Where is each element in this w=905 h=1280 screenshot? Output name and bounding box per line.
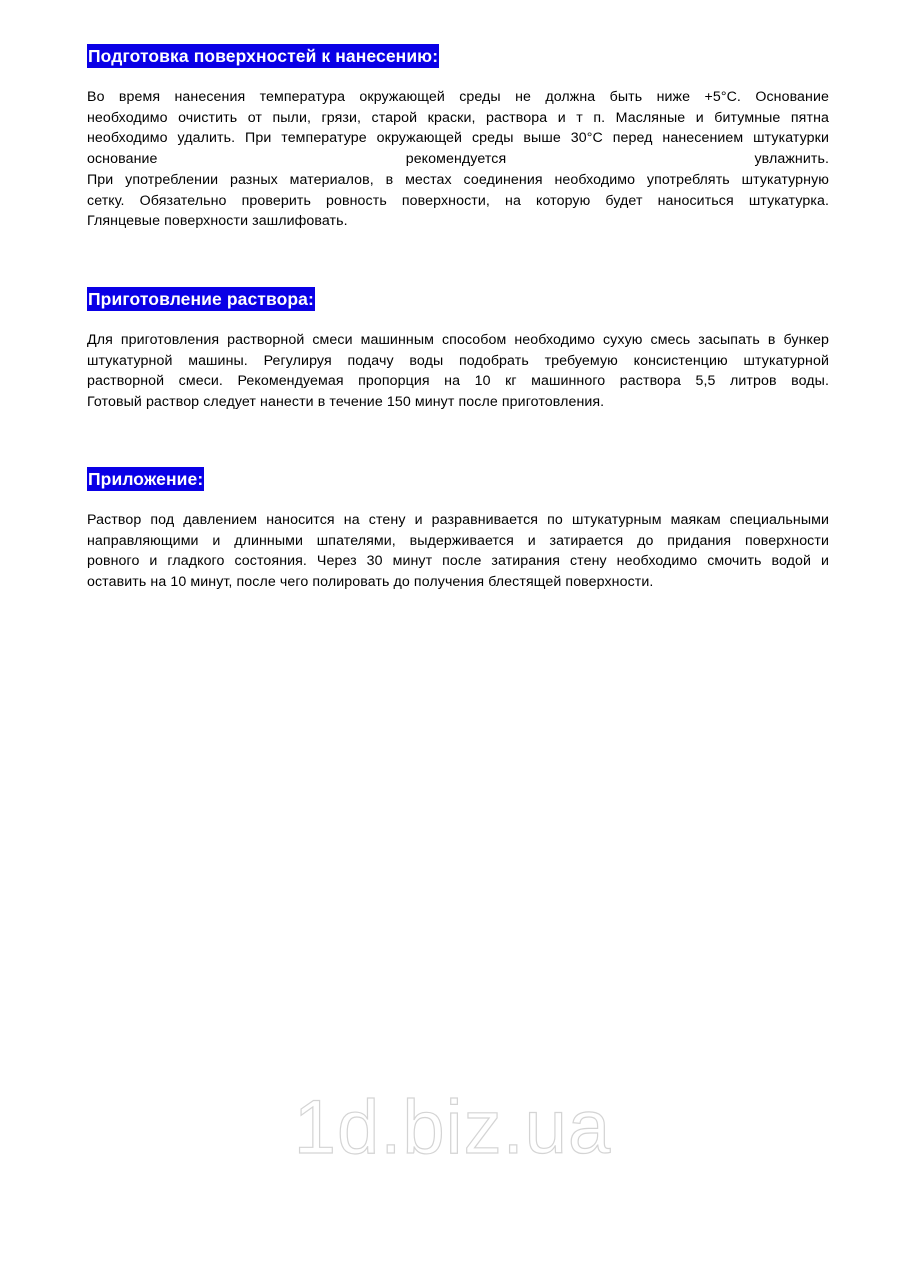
text-line-last: Глянцевые поверхности зашлифовать. <box>87 213 348 230</box>
watermark: 1d.biz.ua <box>293 1085 612 1170</box>
section-mortar-preparation <box>87 287 829 413</box>
section-heading: Подготовка поверхностей к нанесению: <box>88 46 439 66</box>
text-line: Во время нанесения температура окружающей среды не должна быть ниже +5°С. Основание <box>87 89 829 105</box>
text-line-spread: основание рекомендуется увлажнить. <box>87 151 829 168</box>
text-line-last: Готовый раствор следует нанести в течение 150 минут после приготовления. <box>87 394 605 411</box>
section-heading: Приложение: <box>88 469 204 489</box>
text-line: необходимо удалить. При температуре окружающей среды выше 30°С перед нанесением штукатурки <box>87 130 829 147</box>
text-line: При употреблении разных материалов, в местах соединения необходимо употреблять штукатурную <box>87 171 829 188</box>
section-body <box>87 510 829 593</box>
section-heading: Приготовление раствора: <box>88 289 314 309</box>
text-line: Для приготовления растворной смеси машинным способом необходимо сухую смесь засыпать в бункер <box>87 332 829 348</box>
section-surface-preparation <box>87 44 829 232</box>
text-line: Раствор под давлением наносится на стену и разравнивается по штукатурным маякам специальными <box>87 512 829 528</box>
text-line: ровного и гладкого состояния. Через 30 минут после затирания стену необходимо смочить водой и <box>87 553 829 570</box>
text-line: растворной смеси. Рекомендуемая пропорция на 10 кг машинного раствора 5,5 литров воды. <box>87 373 829 390</box>
section-body <box>87 87 829 232</box>
text-line: штукатурной машины. Регулируя подачу воды подобрать требуемую консистенцию штукатурной <box>87 352 829 369</box>
section-body <box>87 330 829 413</box>
text-line: необходимо очистить от пыли, грязи, старой краски, раствора и т п. Масляные и битумные пятна <box>87 109 829 126</box>
text-line-last: оставить на 10 минут, после чего полировать до получения блестящей поверхности. <box>87 574 654 591</box>
section-application <box>87 467 829 593</box>
text-line: сетку. Обязательно проверить ровность поверхности, на которую будет наноситься штукатурка. <box>87 192 829 209</box>
text-line: направляющими и длинными шпателями, выдерживается и затирается до придания поверхности <box>87 532 829 549</box>
